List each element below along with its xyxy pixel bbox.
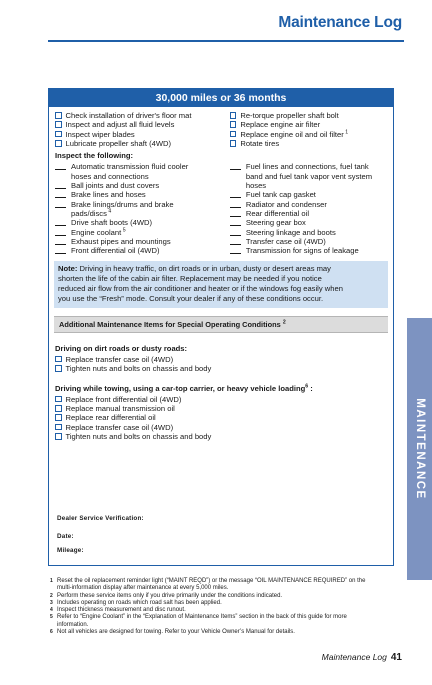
checklist-item-text: Replace rear differential oil: [65, 413, 156, 423]
inspect-item: [55, 200, 230, 219]
inspect-item: [55, 190, 230, 199]
checkbox[interactable]: [55, 131, 62, 138]
inspect-blank-line[interactable]: [55, 253, 66, 254]
inspect-item: [55, 237, 230, 246]
checkbox[interactable]: [55, 112, 62, 119]
checklist-right: [230, 111, 387, 148]
inspect-blank-line[interactable]: [55, 197, 66, 198]
footnote-number: 1: [50, 578, 53, 584]
page-number: 41: [390, 652, 402, 663]
inspect-item-text: Steering gear box: [245, 218, 306, 228]
inspect-item-text: Drive shaft boots (4WD): [71, 218, 153, 228]
footnote: [50, 578, 402, 593]
inspect-right: [230, 162, 387, 255]
inspect-blank-line[interactable]: [55, 169, 66, 170]
towing-title-text: Driving while towing, using a car-top carrier, or heavy vehicle loading: [55, 384, 306, 394]
dirt-roads-section: [49, 344, 393, 373]
footnotes: [50, 578, 402, 636]
checkbox[interactable]: [55, 365, 62, 372]
checkbox[interactable]: [230, 131, 237, 138]
checklist-item: [55, 130, 230, 139]
checklist-item: [55, 395, 387, 404]
footnote-number: 3: [50, 599, 53, 606]
checklist-item: [230, 139, 387, 148]
note-text: Driving in heavy traffic, on dirt roads or in urban, dusty or desert areas may shorten the life of the cabin air filter. Replacement may be needed if you notice reduced air flow from the air conditioner and heater or if the windows fog easily when you use the “Fresh” mode. Consult your dealer if any of these conditions occur.: [58, 264, 343, 304]
inspect-left: [55, 162, 230, 255]
inspect-item-text: Steering linkage and boots: [245, 227, 336, 237]
dealer-verification-label: Dealer Service Verification:: [57, 515, 144, 522]
checkbox[interactable]: [55, 121, 62, 128]
inspect-item: [55, 218, 230, 227]
towing-title-note: 6: [305, 383, 309, 390]
side-tab-label: MAINTENANCE: [413, 398, 426, 500]
inspect-blank-line[interactable]: [230, 197, 241, 198]
checklist-item: [55, 139, 230, 148]
inspect-blank-line[interactable]: [230, 235, 241, 236]
inspect-item: [55, 228, 230, 237]
inspect-blank-line[interactable]: [230, 216, 241, 217]
checklist-left: [55, 111, 230, 148]
checklist-item-text: Re-torque propeller shaft bolt: [240, 111, 339, 120]
inspect-item: [55, 246, 230, 255]
inspect-item: [230, 237, 387, 246]
inspect-item-text: Brake linings/drums and brake pads/discs $^4$: [71, 199, 174, 218]
footnote-text: Refer to “Engine Coolant” in the “Explanation of Maintenance Items” section in the back of this guide for more information.: [57, 614, 347, 628]
dirt-roads-items: [55, 355, 387, 374]
checklist-item: [55, 413, 387, 422]
date-label: Date:: [57, 533, 74, 540]
inspect-item-text: Brake lines and hoses: [71, 190, 146, 200]
inspect-item: [55, 162, 230, 181]
inspect-blank-line[interactable]: [55, 188, 66, 189]
checklist-item-text: Inspect and adjust all fluid levels: [65, 120, 175, 130]
checklist-item-text: Rotate tires: [240, 138, 280, 148]
maintenance-side-tab: [407, 318, 432, 580]
checklist-columns: [49, 107, 393, 148]
checkbox[interactable]: [55, 356, 62, 363]
inspect-blank-line[interactable]: [55, 244, 66, 245]
additional-header-text: Additional Maintenance Items for Special Operating Conditions: [59, 320, 281, 330]
checklist-item: [55, 355, 387, 364]
towing-title: [55, 384, 387, 393]
inspect-item: [230, 209, 387, 218]
checkbox[interactable]: [55, 424, 62, 431]
checklist-item: [55, 432, 387, 441]
page-footer: [322, 652, 402, 663]
inspect-item: [230, 246, 387, 255]
inspect-item-text: Radiator and condenser: [245, 199, 327, 209]
additional-header-note: 2: [282, 319, 286, 326]
page-title: Maintenance Log: [278, 14, 402, 31]
inspect-item-text: Engine coolant $^5$: [71, 227, 126, 237]
footnote-text: Inspect thickness measurement and disc runout.: [57, 607, 186, 614]
footnote-text: Perform these service items only if you drive primarily under the conditions indicated.: [57, 592, 283, 599]
footnote-ref: 1: [343, 129, 349, 136]
inspect-blank-line[interactable]: [230, 207, 241, 208]
checklist-item-text: Lubricate propeller shaft (4WD): [65, 138, 172, 148]
footnote: [50, 614, 402, 629]
inspect-item-text: Front differential oil (4WD): [71, 246, 160, 256]
footnote-text: Not all vehicles are designed for towing. Refer to your Vehicle Owner’s Manual for details.: [57, 629, 295, 636]
inspect-blank-line[interactable]: [230, 169, 241, 170]
inspect-item-text: Rear differential oil: [245, 208, 310, 218]
inspect-columns: [49, 162, 393, 255]
inspect-item: [230, 190, 387, 199]
footnote-text: Includes operating on roads which road salt has been applied.: [57, 599, 222, 606]
footer-label: Maintenance Log: [321, 652, 387, 662]
inspect-item-text: Fuel lines and connections, fuel tank band and fuel tank vapor vent system hoses: [245, 162, 373, 191]
footnote: [50, 593, 402, 600]
inspect-item-text: Transmission for signs of leakage: [245, 246, 359, 256]
footnote-text: Reset the oil replacement reminder light (“MAINT REQD”) or the message “OIL MAINTENANCE REQUIRED” on the multi-information display after maintenance at every 5,000 miles.: [57, 578, 366, 592]
checkbox[interactable]: [55, 405, 62, 412]
inspect-blank-line[interactable]: [55, 207, 66, 208]
inspect-item: [230, 200, 387, 209]
additional-items-header: [54, 316, 388, 333]
checklist-item-text: Tighten nuts and bolts on chassis and body: [65, 431, 212, 441]
footnote-ref: 5: [121, 227, 126, 234]
checklist-item: [230, 130, 387, 139]
checklist-item: [55, 404, 387, 413]
checkbox[interactable]: [230, 112, 237, 119]
note-label: Note:: [58, 264, 78, 274]
footnote-number: 6: [50, 629, 53, 636]
inspect-item-text: Ball joints and dust covers: [71, 181, 160, 191]
checklist-item-text: Tighten nuts and bolts on chassis and body: [65, 364, 212, 374]
checklist-item-text: Replace transfer case oil (4WD): [65, 354, 174, 364]
checklist-item-text: Replace engine air filter: [240, 120, 321, 130]
checkbox[interactable]: [55, 433, 62, 440]
checklist-item-text: Replace transfer case oil (4WD): [65, 422, 174, 432]
mileage-label: Mileage:: [57, 547, 84, 554]
towing-section: [49, 384, 393, 441]
checklist-item-text: Replace front differential oil (4WD): [65, 394, 182, 404]
footnote: [50, 607, 402, 614]
checklist-item-text: Inspect wiper blades: [65, 129, 135, 139]
inspect-item: [230, 218, 387, 227]
footnote: [50, 629, 402, 636]
checklist-item: [55, 111, 230, 120]
footnote-number: 4: [50, 607, 53, 614]
panel-header: 30,000 miles or 36 months: [49, 89, 393, 107]
inspect-title: Inspect the following:: [55, 151, 134, 161]
checklist-item: [230, 111, 387, 120]
checklist-item: [55, 423, 387, 432]
checklist-item: [55, 120, 230, 129]
footnote-number: 5: [50, 614, 53, 621]
inspect-blank-line[interactable]: [230, 253, 241, 254]
title-rule: [48, 40, 404, 42]
maintenance-panel: [48, 88, 394, 566]
dirt-roads-title: Driving on dirt roads or dusty roads:: [55, 344, 188, 354]
inspect-item-text: Exhaust pipes and mountings: [71, 236, 171, 246]
checkbox[interactable]: [230, 140, 237, 147]
footnote: [50, 600, 402, 607]
checklist-item: [55, 364, 387, 373]
inspect-item: [230, 162, 387, 190]
note-box: [54, 261, 388, 308]
inspect-blank-line[interactable]: [55, 235, 66, 236]
inspect-blank-line[interactable]: [230, 225, 241, 226]
checkbox[interactable]: [55, 414, 62, 421]
checklist-item-text: Replace engine oil and oil filter $^1$: [240, 129, 349, 139]
footnote-number: 2: [50, 592, 53, 599]
inspect-blank-line[interactable]: [230, 244, 241, 245]
checklist-item: [230, 120, 387, 129]
towing-items: [55, 395, 387, 441]
footnote-ref: 4: [106, 208, 112, 215]
inspect-item: [230, 228, 387, 237]
inspect-blank-line[interactable]: [55, 225, 66, 226]
inspect-item-text: Fuel tank cap gasket: [245, 190, 316, 200]
inspect-item: [55, 181, 230, 190]
checkbox[interactable]: [230, 121, 237, 128]
checkbox[interactable]: [55, 140, 62, 147]
towing-title-suffix: :: [308, 384, 313, 394]
checkbox[interactable]: [55, 396, 62, 403]
checklist-item-text: Check installation of driver's floor mat: [65, 111, 192, 120]
checklist-item-text: Replace manual transmission oil: [65, 403, 175, 413]
inspect-item-text: Transfer case oil (4WD): [245, 236, 326, 246]
inspect-item-text: Automatic transmission fluid cooler hoses and connections: [71, 162, 189, 181]
